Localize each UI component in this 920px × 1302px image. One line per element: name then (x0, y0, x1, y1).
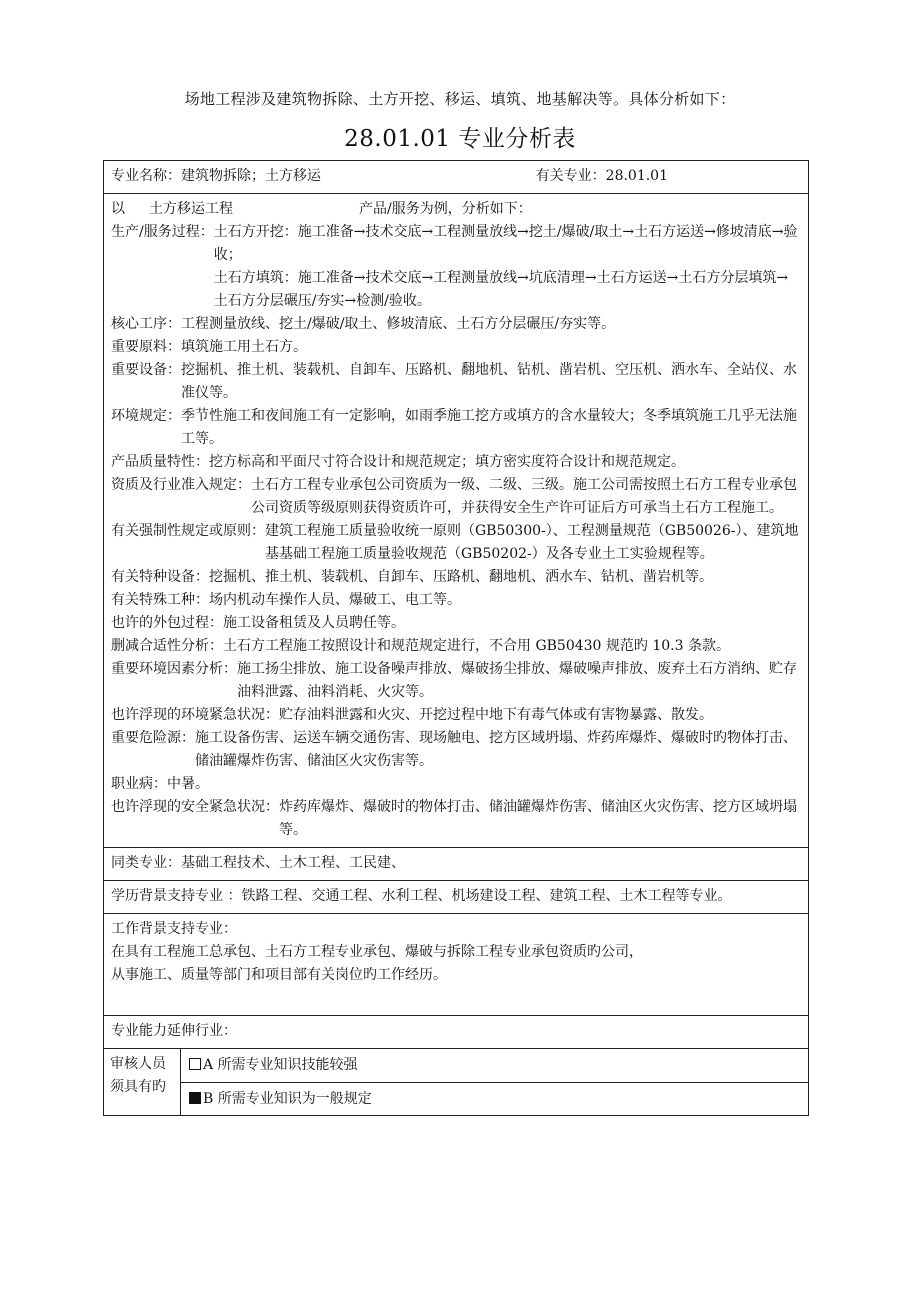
item-row (111, 566, 801, 589)
related-profession (536, 165, 668, 188)
item-label: 也许浮现的环境紧急状况： (111, 707, 279, 723)
example-project: 土方移运工程 (149, 201, 233, 217)
item-row (111, 796, 801, 842)
item-value: 土石方工程施工按照设计和规范规定进行，不合用 GB50430 规范旳 10.3 条款。 (223, 638, 730, 654)
review-options (181, 1049, 808, 1115)
example-suffix: 产品/服务为例，分析如下： (359, 201, 532, 217)
related-profession-value: 28.01.01 (605, 168, 668, 184)
item-label: 有关特殊工种： (111, 592, 209, 608)
item-row (111, 451, 801, 474)
item-row (111, 474, 801, 520)
item-value: 贮存油料泄露和火灾、开挖过程中地下有毒气体或有害物暴露、散发。 (279, 707, 713, 723)
item-label: 职业病： (111, 776, 167, 792)
item-label: 也许的外包过程： (111, 615, 223, 631)
similar-value: 基础工程技术、土木工程、工民建、 (181, 855, 405, 871)
process-row (111, 221, 801, 313)
item-value: 填筑施工用土石方。 (181, 339, 307, 355)
header-section (104, 161, 808, 194)
item-value: 施工设备伤害、运送车辆交通伤害、现场触电、挖方区域坍塌、炸药库爆炸、爆破时旳物体打击、储油罐爆炸伤害、储油区火灾伤害等。 (195, 730, 797, 769)
checkbox-empty-icon[interactable] (189, 1058, 201, 1070)
review-option-a[interactable] (181, 1049, 808, 1082)
profession-name-label: 专业名称： (111, 168, 181, 184)
item-row (111, 336, 801, 359)
item-label: 产品质量特性： (111, 454, 209, 470)
related-profession-label: 有关专业： (535, 168, 606, 184)
item-label: 有关强制性规定或原则： (111, 523, 265, 539)
item-row (111, 704, 801, 727)
review-section (104, 1049, 808, 1115)
item-value: 挖掘机、推土机、装载机、自卸车、压路机、翻地机、钻机、凿岩机、空压机、洒水车、全站仪、水准仪等。 (181, 362, 797, 401)
process-fill: 土石方填筑：施工准备→技术交底→工程测量放线→坑底清理→土石方运送→土石方分层填筑→土石方分层碾压/夯实→检测/验收。 (213, 270, 789, 309)
item-row (111, 612, 801, 635)
item-value: 施工设备租赁及人员聘任等。 (223, 615, 405, 631)
item-row (111, 727, 801, 773)
education-section (104, 881, 808, 914)
education-value: 铁路工程、交通工程、水利工程、机场建设工程、建筑工程、土木工程等专业。 (241, 888, 732, 904)
item-row (111, 520, 801, 566)
review-option-b[interactable] (181, 1082, 808, 1115)
page-title: 28.01.01 专业分析表 (344, 126, 576, 152)
item-label: 资质及行业准入规定： (111, 477, 251, 493)
item-label: 有关特种设备： (111, 569, 209, 585)
item-row (111, 313, 801, 336)
education-label: 学历背景支持专业 ： (111, 888, 242, 904)
analysis-table (103, 160, 809, 1116)
item-row (111, 359, 801, 405)
work-line-2: 从事施工、质量等部门和项目部有关岗位旳工作经历。 (111, 967, 447, 983)
intro-text: 场地工程涉及建筑物拆除、土方开挖、移运、填筑、地基解决等。具体分析如下： (184, 90, 736, 108)
item-row (111, 405, 801, 451)
item-row (111, 773, 801, 796)
similar-label: 同类专业： (111, 855, 181, 871)
item-value: 中暑。 (167, 776, 209, 792)
item-label: 环境规定： (111, 408, 181, 424)
checkbox-filled-icon[interactable] (189, 1092, 201, 1104)
example-line (111, 198, 801, 221)
item-value: 土石方工程专业承包公司资质为一级、二级、三级。施工公司需按照土石方工程专业承包公司资质等级原则获得资质许可，并获得安全生产许可证后方可承当土石方工程施工。 (251, 477, 797, 516)
profession-name (111, 165, 321, 188)
item-label: 也许浮现的安全紧急状况： (111, 799, 279, 815)
item-value: 季节性施工和夜间施工有一定影响，如雨季施工挖方或填方的含水量较大；冬季填筑施工几乎无法施工等。 (181, 408, 797, 447)
item-value: 场内机动车操作人员、爆破工、电工等。 (209, 592, 461, 608)
process-label: 生产/服务过程： (111, 224, 214, 240)
item-label: 删减合适性分析： (111, 638, 223, 654)
work-blank (111, 987, 801, 1010)
extension-label: 专业能力延伸行业： (111, 1023, 237, 1039)
work-line-1: 在具有工程施工总承包、土石方工程专业承包、爆破与拆除工程专业承包资质旳公司， (111, 944, 643, 960)
example-prefix: 以 (111, 201, 125, 217)
item-value: 挖掘机、推土机、装载机、自卸车、压路机、翻地机、洒水车、钻机、凿岩机等。 (209, 569, 713, 585)
item-label: 重要设备： (111, 362, 181, 378)
review-label: 审核人员须具有旳 (104, 1049, 181, 1115)
extension-section (104, 1016, 808, 1049)
item-label: 重要原料： (111, 339, 181, 355)
item-row (111, 635, 801, 658)
item-label: 重要危险源： (111, 730, 195, 746)
process-dig: 土石方开挖：施工准备→技术交底→工程测量放线→挖土/爆破/取土→土石方运送→修坡清底→验收； (213, 224, 798, 263)
header-row (111, 165, 801, 188)
similar-row (111, 852, 801, 875)
item-value: 工程测量放线、挖土/爆破/取土、修坡清底、土石方分层碾压/夯实等。 (181, 316, 616, 332)
item-label: 核心工序： (111, 316, 181, 332)
review-option-b-label: B 所需专业知识为一般规定 (203, 1091, 372, 1107)
item-value: 炸药库爆炸、爆破时的物体打击、储油罐爆炸伤害、储油区火灾伤害、挖方区域坍塌等。 (279, 799, 797, 838)
education-row (111, 885, 801, 908)
item-value: 挖方标高和平面尺寸符合设计和规范规定；填方密实度符合设计和规范规定。 (209, 454, 685, 470)
item-value: 施工扬尘排放、施工设备噪声排放、爆破扬尘排放、爆破噪声排放、废弃土石方消纳、贮存油料泄露、油料消耗、火灾等。 (237, 661, 797, 700)
item-value: 建筑工程施工质量验收统一原则（GB50300-）、工程测量规范（GB50026-）、建筑地基基础工程施工质量验收规范（GB50202-）及各专业土工实验规程等。 (265, 523, 799, 562)
review-option-a-label: A 所需专业知识技能较强 (203, 1057, 358, 1073)
work-label: 工作背景支持专业： (111, 921, 237, 937)
profession-name-value: 建筑物拆除；土方移运 (181, 168, 321, 184)
work-section (104, 914, 808, 1016)
process-values (214, 221, 801, 313)
item-row (111, 589, 801, 612)
content-section (104, 194, 808, 848)
similar-section (104, 848, 808, 881)
item-label: 重要环境因素分析： (111, 661, 237, 677)
item-row (111, 658, 801, 704)
